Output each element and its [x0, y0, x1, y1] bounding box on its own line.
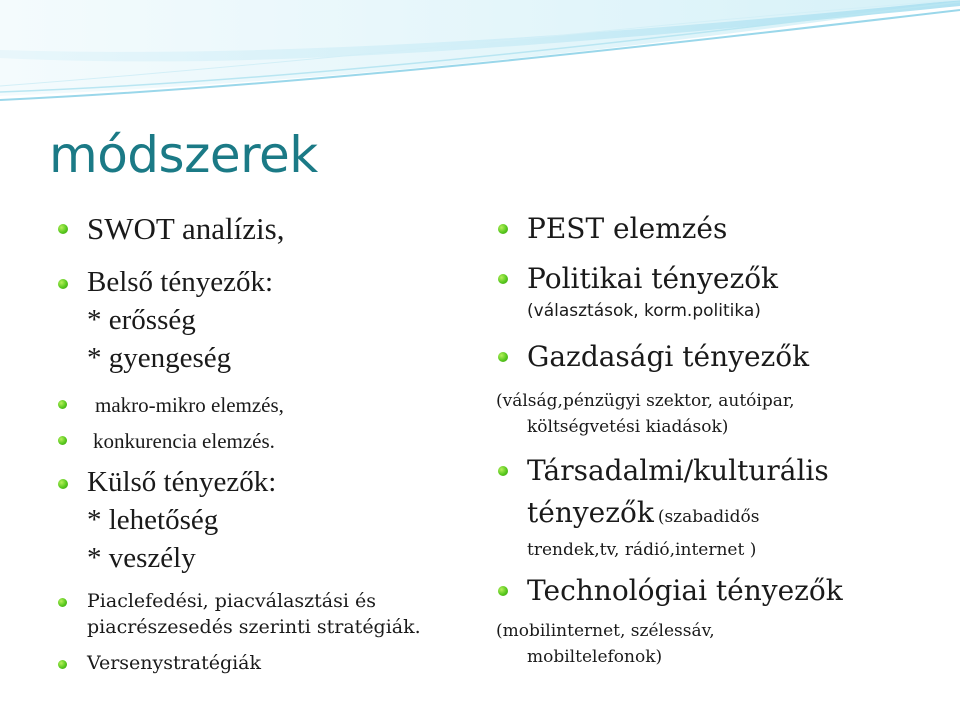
verseny-text: Versenystratégiák — [87, 652, 262, 674]
bullet-icon — [58, 598, 67, 607]
header-decoration — [0, 0, 960, 110]
tarsadalmi-heading-2: tényezők — [527, 496, 654, 529]
gazdasagi-note-2: költségvetési kiadások) — [527, 417, 729, 437]
page-title: módszerek — [49, 126, 318, 184]
gazdasagi-note-1: (válság,pénzügyi szektor, autóipar, — [496, 391, 795, 411]
erosseg-text: * erősség — [87, 304, 196, 336]
lehetoseg-text: * lehetőség — [87, 504, 219, 536]
bullet-icon — [58, 279, 68, 289]
tarsadalmi-note-2: trendek,tv, rádió,internet ) — [527, 540, 757, 560]
kulso-heading: Külső tényezők: — [87, 466, 277, 498]
belso-heading: Belső tényezők: — [87, 266, 274, 298]
bullet-icon — [498, 224, 508, 234]
bullet-icon — [58, 436, 67, 445]
bullet-icon — [498, 352, 508, 362]
gazdasagi-heading: Gazdasági tényezők — [527, 340, 810, 373]
bullet-icon — [58, 224, 68, 234]
piac-line-2: piacrészesedés szerinti stratégiák. — [87, 616, 421, 638]
bullet-icon — [58, 479, 68, 489]
piac-line-1: Piaclefedési, piacválasztási és — [87, 590, 376, 612]
bullet-icon — [58, 400, 67, 409]
gyengeseg-text: * gyengeség — [87, 342, 232, 374]
tarsadalmi-heading-1: Társadalmi/kulturális — [527, 454, 829, 487]
technologiai-note-2: mobiltelefonok) — [527, 647, 663, 667]
technologiai-note-1: (mobilinternet, szélessáv, — [496, 621, 715, 641]
swot-text: SWOT analízis, — [87, 211, 285, 246]
veszely-text: * veszély — [87, 542, 196, 574]
politikai-note: (választások, korm.politika) — [527, 301, 761, 321]
tarsadalmi-note-inline: (szabadidős — [657, 507, 760, 527]
bullet-icon — [498, 586, 508, 596]
bullet-icon — [498, 274, 508, 284]
pest-text: PEST elemzés — [527, 212, 728, 245]
technologiai-heading: Technológiai tényezők — [527, 574, 843, 607]
bullet-icon — [498, 466, 508, 476]
makro-text: makro-mikro elemzés, — [95, 393, 284, 417]
konkurencia-text: konkurencia elemzés. — [93, 429, 275, 453]
bullet-icon — [58, 660, 67, 669]
politikai-heading: Politikai tényezők — [527, 262, 779, 295]
